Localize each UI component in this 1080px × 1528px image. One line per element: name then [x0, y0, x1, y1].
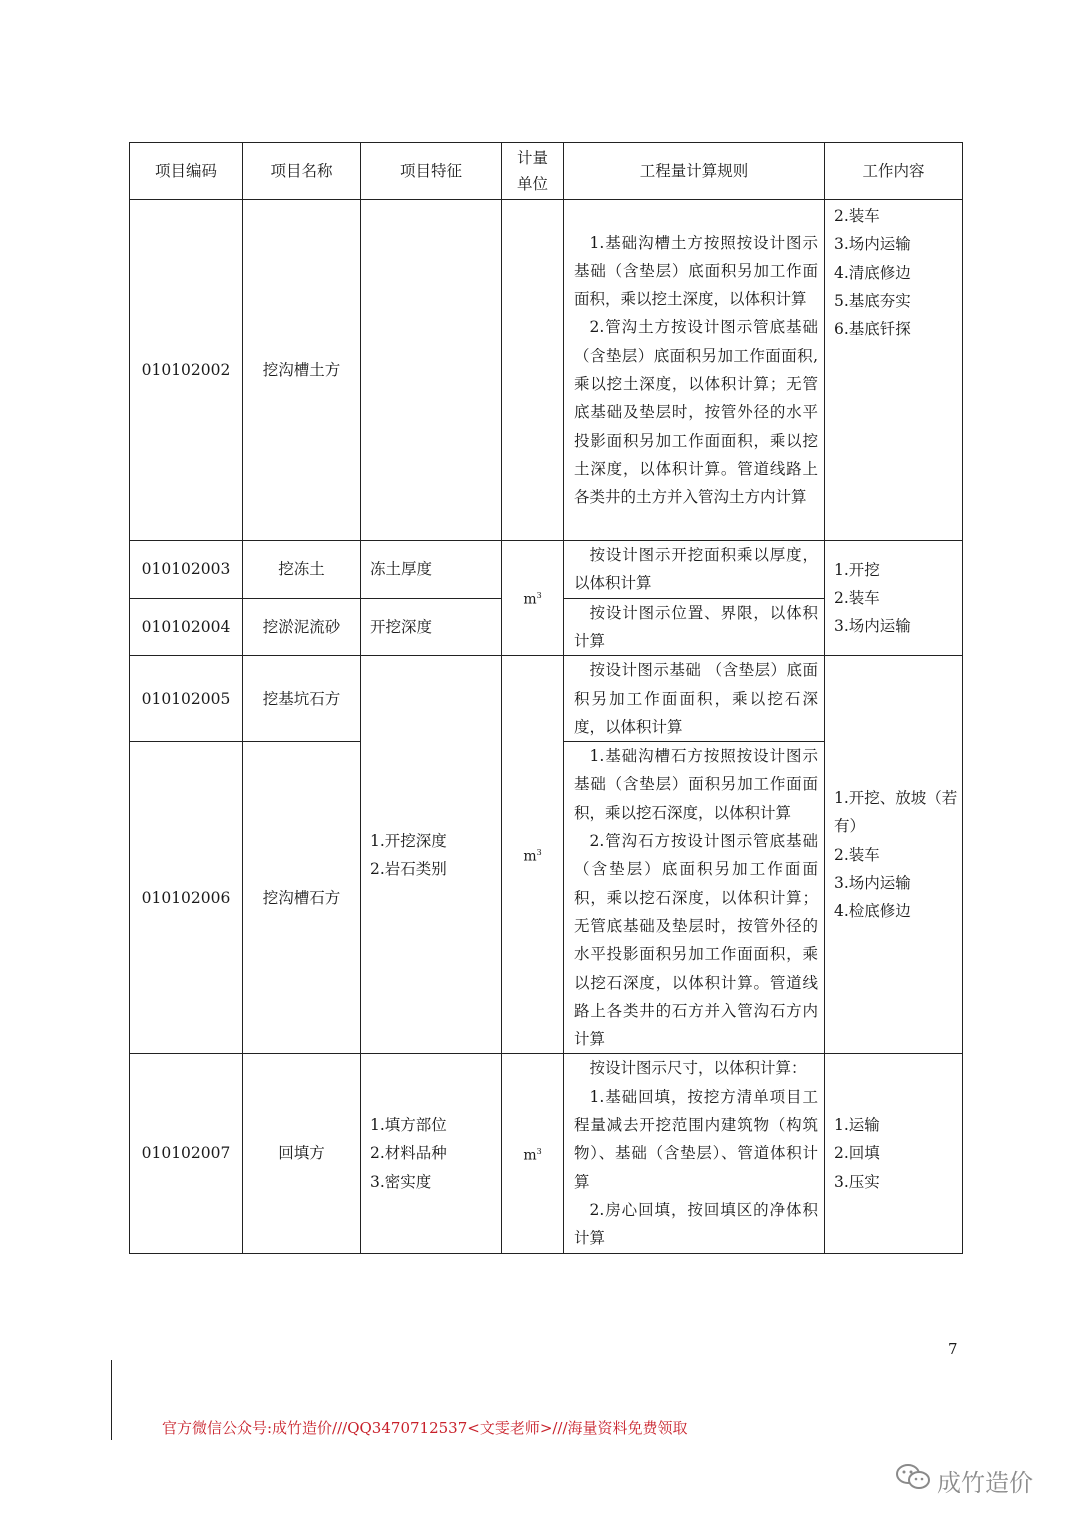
work-line: 3.压实	[834, 1172, 880, 1191]
spec-table	[129, 142, 963, 1254]
table-row	[130, 656, 963, 742]
rule-line: 1.基础回填，按挖方清单项目工程量减去开挖范围内建筑物（构筑物）、基础（含垫层）、管道体积计算	[574, 1087, 818, 1191]
item-feature	[361, 656, 502, 1054]
table-row	[130, 541, 963, 599]
rule-line: 按设计图示开挖面积乘以厚度，以体积计算	[574, 546, 818, 593]
item-name: 回填方	[243, 1054, 361, 1253]
rule-line: 1.基础沟槽石方按照按设计图示基础（含垫层）面积另加工作面面积，乘以挖石深度，以体积计算	[574, 747, 818, 822]
unit-exp: 3	[536, 591, 542, 601]
work-line: 1.运输	[834, 1116, 880, 1135]
item-work	[825, 200, 963, 541]
item-unit	[502, 541, 564, 656]
item-rule	[564, 1054, 825, 1253]
item-feature: 冻土厚度	[361, 541, 502, 599]
rule-line: 1.基础沟槽土方按照按设计图示基础（含垫层）底面积另加工作面面积，乘以挖土深度，以体积计算	[574, 233, 818, 309]
header-name: 项目名称	[243, 143, 361, 200]
footer-divider	[111, 1360, 112, 1440]
feature-line: 3.密实度	[370, 1172, 432, 1191]
work-line: 3.场内运输	[834, 235, 911, 254]
header-code: 项目编码	[130, 143, 243, 200]
item-code: 010102007	[130, 1054, 243, 1253]
rule-line: 按设计图示基础 （含垫层）底面积另加工作面面积，乘以挖石深度，以体积计算	[574, 661, 818, 736]
feature-line: 1.填方部位	[370, 1116, 447, 1135]
header-unit-line1: 计量	[516, 149, 548, 167]
item-rule	[564, 200, 825, 541]
item-unit	[502, 200, 564, 541]
item-feature	[361, 200, 502, 541]
item-rule	[564, 742, 825, 1054]
work-line: 2.装车	[834, 207, 880, 225]
item-code: 010102006	[130, 742, 243, 1054]
wechat-icon	[895, 1462, 937, 1498]
footer-note[interactable]: 官方微信公众号:成竹造价///QQ3470712537<文雯老师>///海量资料免费领取	[162, 1419, 688, 1437]
item-rule	[564, 541, 825, 599]
item-name: 挖基坑石方	[243, 656, 361, 742]
unit-base: m	[523, 848, 537, 865]
item-rule	[564, 656, 825, 742]
work-line: 2.装车	[834, 588, 880, 607]
item-feature: 开挖深度	[361, 598, 502, 656]
item-code: 010102002	[130, 200, 243, 541]
item-feature	[361, 1054, 502, 1253]
unit-exp: 3	[536, 1146, 542, 1156]
work-line: 6.基底钎探	[834, 320, 911, 339]
work-line: 2.回填	[834, 1144, 880, 1163]
rule-line: 按设计图示位置、界限，以体积计算	[574, 603, 818, 650]
page-number: 7	[948, 1340, 958, 1358]
rule-line: 2.房心回填，按回填区的净体积计算	[574, 1200, 818, 1248]
item-work	[825, 1054, 963, 1253]
header-unit-line2: 单位	[516, 175, 548, 193]
item-work	[825, 656, 963, 1054]
rule-line: 2.管沟石方按设计图示管底基础（含垫层）底面积另加工作面面积，乘以挖石深度，以体积计算；无管底基础及垫层时，按管外径的水平投影面积另加工作面面积，乘以挖石深度，以体积计算。管道线路上各类井的石方并入管沟石方内计算	[574, 832, 818, 1049]
item-rule	[564, 598, 825, 656]
watermark-text: 成竹造价	[937, 1468, 1033, 1497]
item-name: 挖冻土	[243, 541, 361, 599]
item-code: 010102003	[130, 541, 243, 599]
watermark	[895, 1462, 1033, 1498]
unit-base: m	[523, 591, 537, 608]
work-line: 3.场内运输	[834, 617, 911, 636]
work-line: 5.基底夯实	[834, 291, 911, 310]
work-line: 1.开挖	[834, 560, 880, 579]
header-feature: 项目特征	[361, 143, 502, 200]
item-unit	[502, 656, 564, 1054]
header-rule: 工程量计算规则	[564, 143, 825, 200]
item-code: 010102005	[130, 656, 243, 742]
feature-line: 1.开挖深度	[370, 831, 447, 850]
rule-line: 2.管沟土方按设计图示管底基础（含垫层）底面积另加工作面面积,乘以挖土深度，以体积计算；无管底基础及垫层时，按管外径的水平投影面积另加工作面面积，乘以挖土深度，以体积计算。管道线路上各类井的土方并入管沟土方内计算	[574, 318, 818, 507]
table-row	[130, 1054, 963, 1253]
work-line: 4.检底修边	[834, 902, 911, 921]
header-work: 工作内容	[825, 143, 963, 200]
item-name: 挖沟槽土方	[243, 200, 361, 541]
work-line: 4.清底修边	[834, 263, 911, 282]
feature-line: 2.材料品种	[370, 1144, 447, 1163]
feature-line: 2.岩石类别	[370, 859, 447, 878]
header-row	[130, 143, 963, 200]
unit-exp: 3	[536, 847, 542, 857]
item-unit	[502, 1054, 564, 1253]
work-line: 3.场内运输	[834, 873, 911, 892]
item-code: 010102004	[130, 598, 243, 656]
item-name: 挖沟槽石方	[243, 742, 361, 1054]
table-row	[130, 200, 963, 541]
item-name: 挖淤泥流砂	[243, 598, 361, 656]
rule-line: 按设计图示尺寸，以体积计算：	[589, 1059, 807, 1078]
item-work	[825, 541, 963, 656]
header-unit	[502, 143, 564, 200]
work-line: 2.装车	[834, 845, 880, 864]
work-line: 1.开挖、放坡（若有）	[834, 789, 958, 836]
unit-base: m	[523, 1147, 537, 1164]
